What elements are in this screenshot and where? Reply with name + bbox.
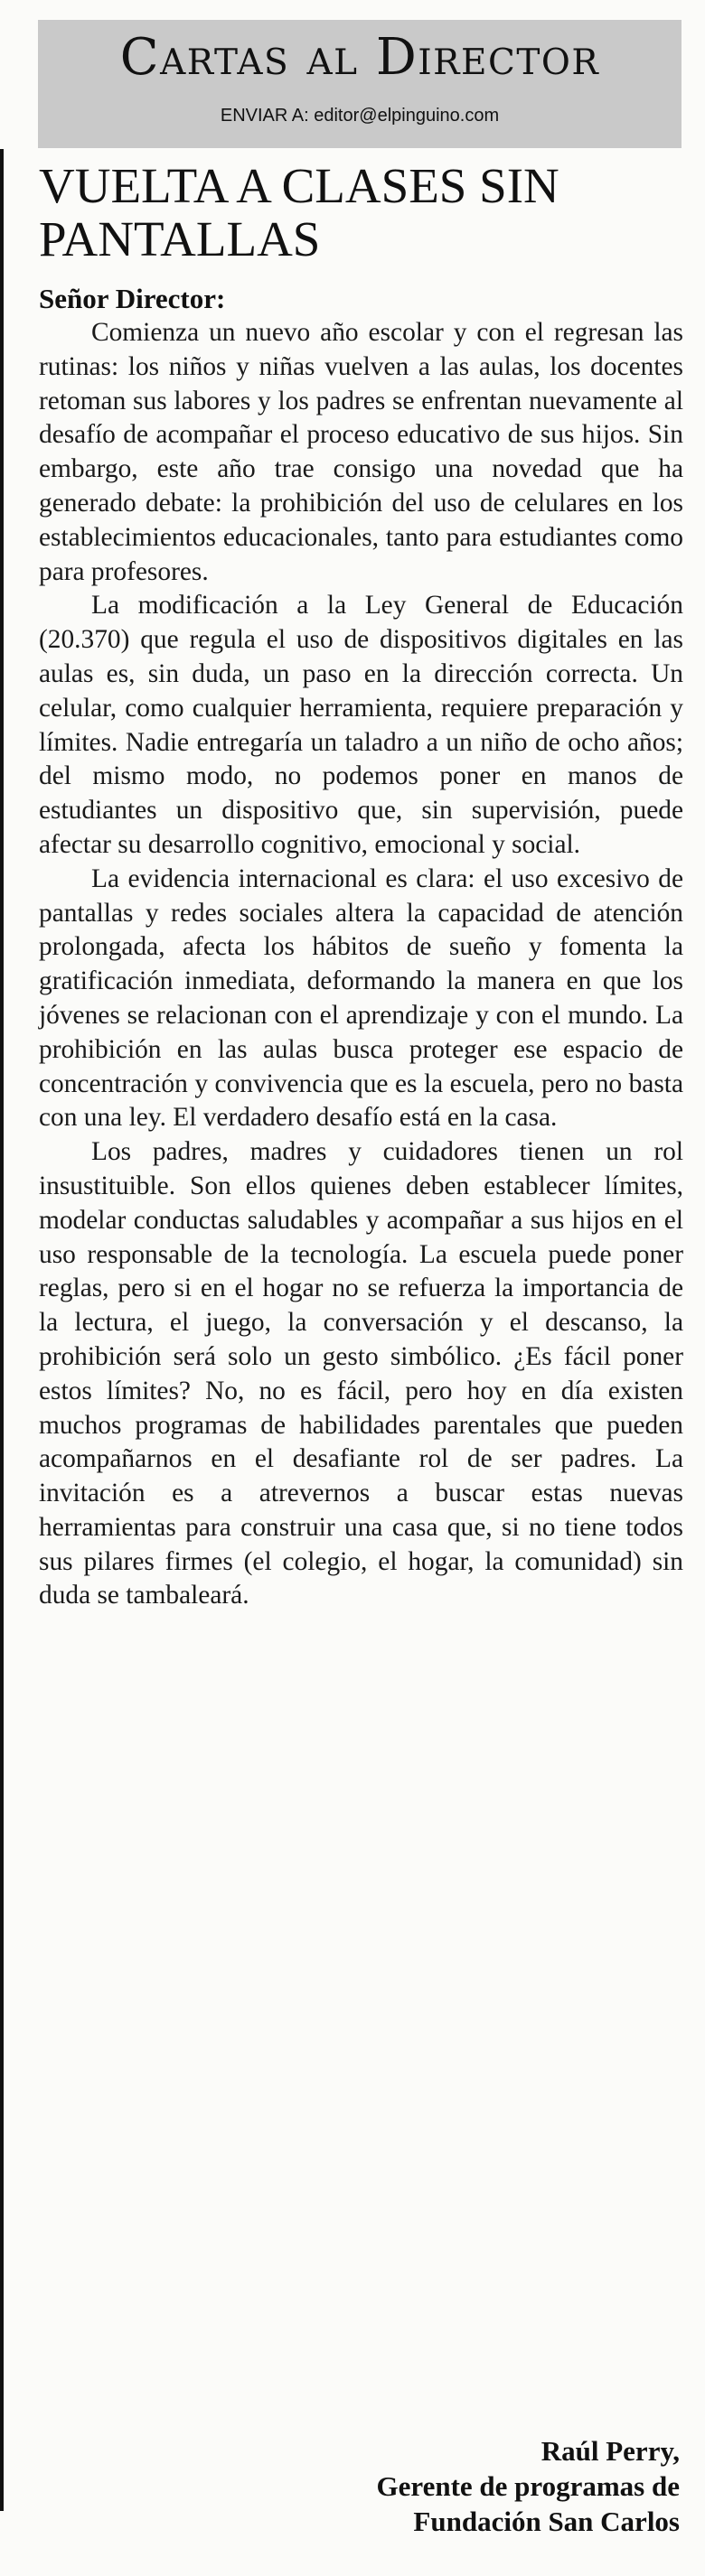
paragraph-4: Los padres, madres y cuidadores tienen un rol insustituible. Son ellos quienes deben establecer límites, modelar conductas saludables y acompañar a sus hijos en el uso responsable de la tecnología. La escuela puede poner reglas, pero si en el hogar no se refuerza la importancia de la lectura, el juego, la conversación y el descanso, la prohibición será solo un gesto simbólico. ¿Es fácil poner estos límites? No, no es fácil, pero hoy en día existen muchos programas de habilidades parentales que pueden acompañarnos en el desafiante rol de ser padres. La invitación es a atrevernos a buscar estas nuevas herramientas para construir una casa que, si no tiene todos sus pilares firmes (el colegio, el hogar, la comunidad) sin duda se tambaleará. [39, 1137, 683, 1610]
paragraph-1: Comienza un nuevo año escolar y con el regresan las rutinas: los niños y niñas vuelven a las aulas, los docentes retoman sus labores y los padres se enfrentan nuevamente al desafío de acompañar el proceso educativo de sus hijos. Sin embargo, este año trae consigo una novedad que ha generado debate: la prohibición del uso de celulares en los establecimientos educacionales, tanto para estudiantes como para profesores. [39, 318, 683, 586]
paragraph-3: La evidencia internacional es clara: el uso excesivo de pantallas y redes sociales altera la capacidad de atención prolongada, afecta los hábitos de sueño y fomenta la gratificación inmediata, deformando la manera en que los jóvenes se relacionan con el aprendizaje y con el mundo. La prohibición en las aulas busca proteger ese espacio de concentración y convivencia que es la escuela, pero no basta con una ley. El verdadero desafío está en la casa. [39, 863, 683, 1133]
section-title: Cartas al Director [119, 28, 600, 87]
letter-title: VUELTA A CLASES SIN PANTALLAS [39, 158, 559, 266]
submission-email: ENVIAR A: editor@elpinguino.com [220, 106, 500, 126]
signature-block [377, 2433, 681, 2539]
author-name: Raúl Perry, [540, 2435, 680, 2467]
letter-body [39, 316, 683, 1613]
salutation: Señor Director: [39, 283, 226, 314]
author-role: Gerente de programas de [376, 2470, 680, 2502]
section-header [38, 20, 682, 148]
paragraph-2: La modificación a la Ley General de Educación (20.370) que regula el uso de dispositivos digitales en las aulas es, sin duda, un paso en la dirección correcta. Un celular, como cualquier herramienta, requiere preparación y límites. Nadie entregaría un taladro a un niño de ocho años; del mismo modo, no podemos poner en manos de estudiantes un dispositivo que, sin supervisión, puede afectar su desarrollo cognitivo, emocional y social. [39, 591, 683, 859]
column-rule [0, 149, 4, 2511]
author-organization: Fundación San Carlos [413, 2506, 680, 2537]
